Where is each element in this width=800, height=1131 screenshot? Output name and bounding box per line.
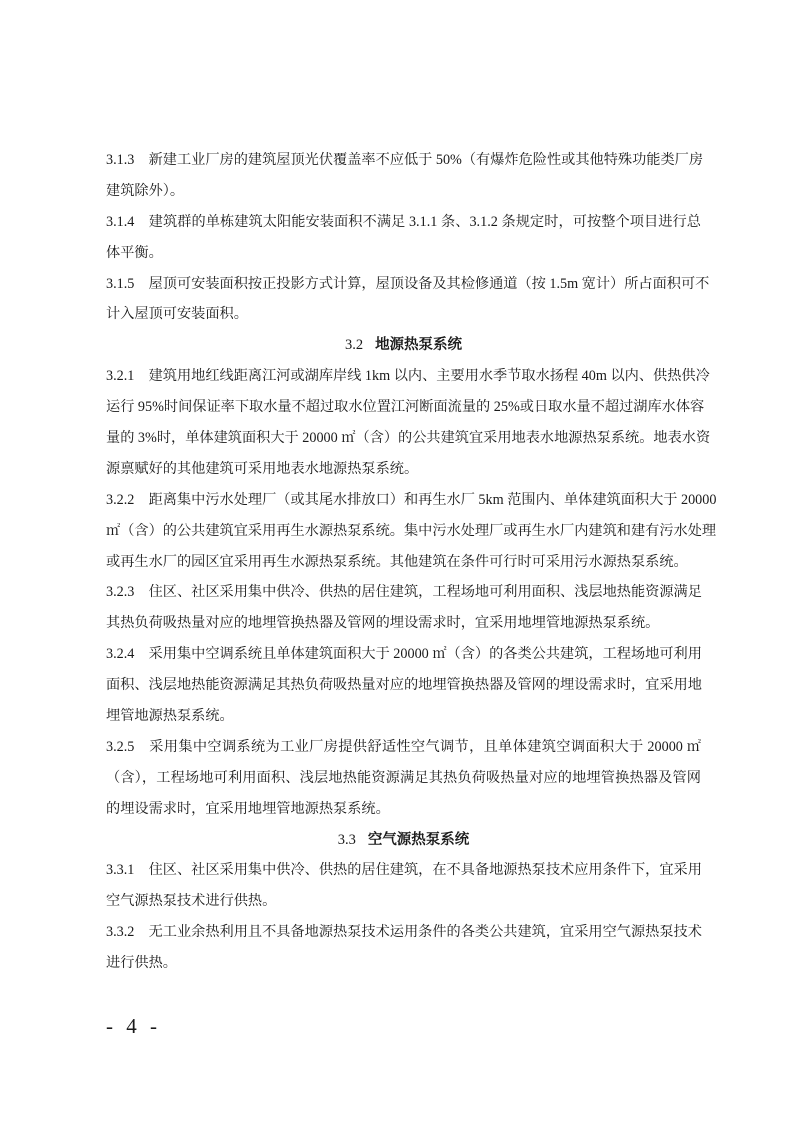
text-line: 3.2.1 建筑用地红线距离江河或湖库岸线 1km 以内、主要用水季节取水扬程 40m 以内、供热供冷 — [106, 368, 710, 385]
section-title: 地源热泵系统 — [375, 337, 463, 354]
clause-paragraph — [106, 485, 717, 578]
document-body — [106, 145, 717, 979]
section-title: 空气源热泵系统 — [367, 831, 470, 848]
text-line: 埋管地源热泵系统。 — [106, 708, 234, 725]
text-line: 空气源热泵技术进行供热。 — [106, 893, 277, 910]
clause-paragraph — [106, 269, 710, 331]
text-line: ㎡（含）的公共建筑宜采用再生水源热泵系统。集中污水处理厂或再生水厂内建筑和建有污水处理 — [106, 522, 717, 539]
text-line: 3.3.2 无工业余热利用且不具备地源热泵技术运用条件的各类公共建筑，宜采用空气源热泵技术 — [106, 924, 702, 941]
clause-paragraph — [106, 917, 701, 979]
text-line: 建筑除外）。 — [106, 182, 185, 199]
section-heading — [106, 330, 701, 361]
section-number: 3.2 — [344, 337, 364, 354]
text-line: 3.3.1 住区、社区采用集中供冷、供热的居住建筑，在不具备地源热泵技术应用条件下，宜采用 — [106, 862, 702, 879]
text-line: 面积、浅层地热能资源满足其热负荷吸热量对应的地埋管换热器及管网的埋设需求时，宜采用地 — [106, 677, 702, 694]
clause-paragraph — [106, 361, 711, 485]
text-line: 运行 95%时间保证率下取水量不超过取水位置江河断面流量的 25%或日取水量不超过湖库水体容 — [106, 399, 705, 416]
text-line: 3.1.5 屋顶可安装面积按正投影方式计算，屋顶设备及其检修通道（按 1.5m 宽计）所占面积可不 — [106, 275, 710, 292]
text-line: 3.1.3 新建工业厂房的建筑屋顶光伏覆盖率不应低于 50%（有爆炸危险性或其他特殊功能类厂房 — [106, 152, 704, 168]
text-line: 3.2.4 采用集中空调系统且单体建筑面积大于 20000 ㎡（含）的各类公共建筑，工程场地可利用 — [106, 646, 702, 663]
text-line: 源禀赋好的其他建筑可采用地表水地源热泵系统。 — [106, 460, 419, 477]
section-heading — [106, 825, 701, 856]
text-line: 3.1.4 建筑群的单栋建筑太阳能安装面积不满足 3.1.1 条、3.1.2 条规定时，可按整个项目进行总 — [106, 213, 701, 230]
text-line: 3.2.3 住区、社区采用集中供冷、供热的居住建筑，工程场地可利用面积、浅层地热能资源满足 — [106, 584, 702, 601]
clause-paragraph — [106, 577, 701, 639]
text-line: 计入屋顶可安装面积。 — [106, 306, 248, 323]
text-line: 进行供热。 — [106, 955, 177, 972]
text-line: （含），工程场地可利用面积、浅层地热能资源满足其热负荷吸热量对应的地埋管换热器及管网 — [106, 769, 701, 786]
section-number: 3.3 — [337, 831, 356, 848]
text-line: 其热负荷吸热量对应的地埋管换热器及管网的埋设需求时，宜采用地埋管地源热泵系统。 — [106, 615, 660, 632]
text-line: 量的 3%时，单体建筑面积大于 20000 ㎡（含）的公共建筑宜采用地表水地源热泵系统。地表水资 — [106, 430, 711, 447]
clause-paragraph — [106, 145, 704, 207]
clause-paragraph — [106, 207, 701, 269]
text-line: 体平衡。 — [106, 244, 163, 261]
text-line: 或再生水厂的园区宜采用再生水源热泵系统。其他建筑在条件可行时可采用污水源热泵系统。 — [106, 553, 688, 570]
text-line: 的埋设需求时，宜采用地埋管地源热泵系统。 — [106, 800, 390, 817]
text-line: 3.2.2 距离集中污水处理厂（或其尾水排放口）和再生水厂 5km 范围内、单体建筑面积大于 20000 — [106, 491, 717, 508]
clause-paragraph — [106, 855, 701, 917]
text-line: 3.2.5 采用集中空调系统为工业厂房提供舒适性空气调节，且单体建筑空调面积大于 20000 ㎡ — [106, 738, 701, 755]
clause-paragraph — [106, 732, 701, 825]
clause-paragraph — [106, 639, 701, 732]
page-number: - 4 - — [106, 1014, 161, 1038]
